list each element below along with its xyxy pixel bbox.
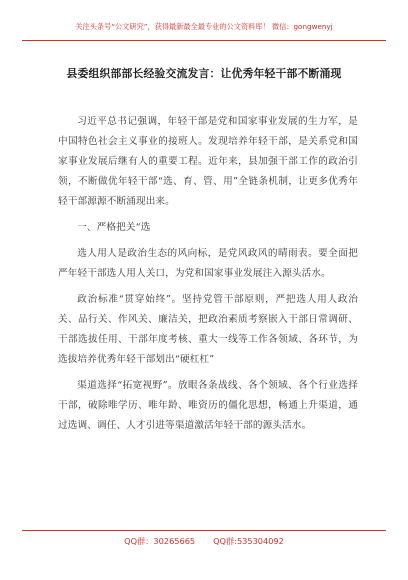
footer xyxy=(0,536,408,547)
footer-qq-group-2: QQ群:535304092 xyxy=(213,536,284,546)
paragraph-intro: 习近平总书记强调，年轻干部是党和国家事业发展的生力军，是中国特色社会主义事业的接班人。发现培养年轻干部，是关系党和国家事业发展后继有人的重要工程。近年来，县加强干部工作的政治引领，不断做优年轻干部“选、育、管、用”全链条机制，让更多优秀年轻干部源源不断涌现出来。 xyxy=(58,116,358,208)
paragraph-selection: 选人用人是政治生态的风向标，是党风政风的晴雨表。要全面把严年轻干部选人用人关口，为党和国家事业发展注入源头活水。 xyxy=(58,247,358,279)
paragraph-political-standard: 政治标准“贯穿始终”。坚持党管干部原则，严把选人用人政治关、品行关、作风关、廉洁关，把政治素质考察嵌入干部日常调研、干部选拔任用、干部年度考核、重大一线等工作各领域、各环节，为选拔培养优秀年轻干部划出“硬杠杠” xyxy=(58,293,358,366)
header-banner: 关注头条号“公文研究”，获得最新最全最专业的公文资料库！ 微信：gongwenyj xyxy=(75,22,333,31)
footer-divider xyxy=(22,530,386,531)
document-body xyxy=(58,112,358,439)
footer-qq-group-1: QQ群：30265665 xyxy=(124,536,196,546)
section-heading: 一、严格把关“选 xyxy=(77,222,151,234)
header-divider xyxy=(22,40,386,41)
document-title: 县委组织部部长经验交流发言：让优秀年轻干部不断涌现 xyxy=(66,67,342,80)
paragraph-channels: 渠道选择“拓宽视野”。放眼各条战线、各个领域、各个行业选择干部，破除唯学历、唯年龄、唯资历的僵化思想，畅通上升渠道，通过选调、调任、人才引进等渠道激活年轻干部的源头活水。 xyxy=(58,380,358,432)
